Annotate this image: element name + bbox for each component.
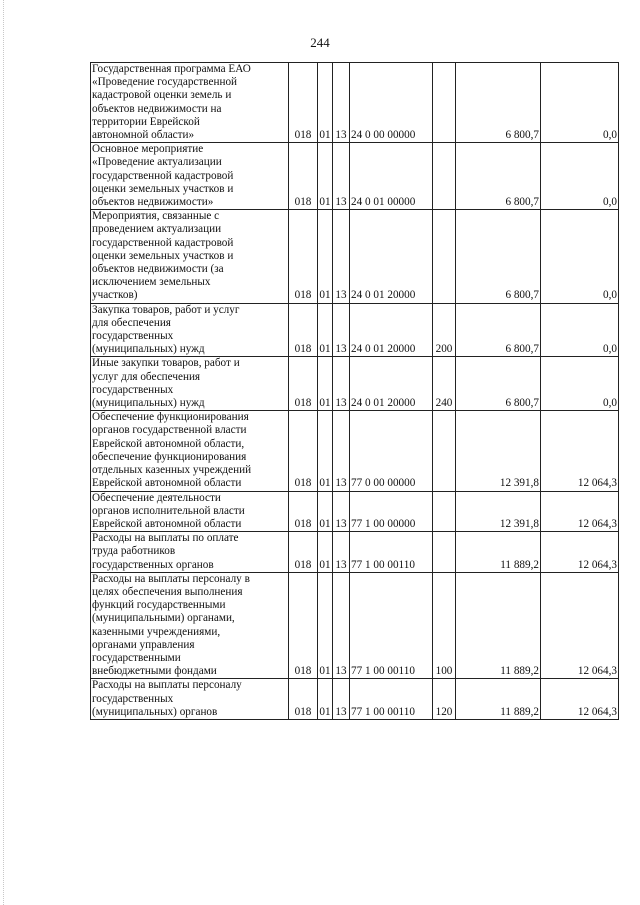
subsection-code-cell: 13 bbox=[333, 143, 350, 210]
section-code-cell: 01 bbox=[318, 303, 333, 357]
ministry-code-cell: 018 bbox=[289, 411, 318, 491]
target-article-cell: 77 1 00 00110 bbox=[350, 679, 433, 720]
table-row bbox=[91, 491, 619, 532]
ministry-code-cell: 018 bbox=[289, 679, 318, 720]
amount-year2-cell: 12 064,3 bbox=[541, 572, 619, 679]
expense-type-cell bbox=[433, 411, 456, 491]
row-name-cell: Закупка товаров, работ и услуг для обеспечения государственных (муниципальных) нужд bbox=[91, 303, 289, 357]
amount-year2-cell: 0,0 bbox=[541, 143, 619, 210]
row-name-cell: Иные закупки товаров, работ и услуг для обеспечения государственных (муниципальных) нужд bbox=[91, 357, 289, 411]
expense-type-cell bbox=[433, 210, 456, 303]
row-name-cell: Государственная программа ЕАО «Проведение государственной кадастровой оценки земель и объектов недвижимости на территории Еврейской автономной области» bbox=[91, 63, 289, 143]
expense-type-cell bbox=[433, 532, 456, 573]
table-row bbox=[91, 679, 619, 720]
row-name-cell: Расходы на выплаты по оплате труда работников государственных органов bbox=[91, 532, 289, 573]
amount-year1-cell: 6 800,7 bbox=[456, 143, 541, 210]
amount-year1-cell: 6 800,7 bbox=[456, 210, 541, 303]
table-row bbox=[91, 357, 619, 411]
budget-table-body bbox=[91, 63, 619, 720]
page-number: 244 bbox=[310, 35, 330, 50]
subsection-code-cell: 13 bbox=[333, 303, 350, 357]
expense-type-cell bbox=[433, 143, 456, 210]
subsection-code-cell: 13 bbox=[333, 210, 350, 303]
amount-year2-cell: 12 064,3 bbox=[541, 491, 619, 532]
section-code-cell: 01 bbox=[318, 210, 333, 303]
section-code-cell: 01 bbox=[318, 572, 333, 679]
target-article-cell: 77 1 00 00110 bbox=[350, 532, 433, 573]
row-name-cell: Расходы на выплаты персоналу государственных (муниципальных) органов bbox=[91, 679, 289, 720]
subsection-code-cell: 13 bbox=[333, 491, 350, 532]
table-row bbox=[91, 411, 619, 491]
target-article-cell: 77 1 00 00000 bbox=[350, 491, 433, 532]
ministry-code-cell: 018 bbox=[289, 532, 318, 573]
amount-year1-cell: 12 391,8 bbox=[456, 491, 541, 532]
subsection-code-cell: 13 bbox=[333, 572, 350, 679]
ministry-code-cell: 018 bbox=[289, 572, 318, 679]
target-article-cell: 24 0 01 20000 bbox=[350, 303, 433, 357]
amount-year1-cell: 6 800,7 bbox=[456, 303, 541, 357]
section-code-cell: 01 bbox=[318, 491, 333, 532]
amount-year2-cell: 0,0 bbox=[541, 210, 619, 303]
table-row bbox=[91, 63, 619, 143]
amount-year2-cell: 0,0 bbox=[541, 357, 619, 411]
target-article-cell: 77 0 00 00000 bbox=[350, 411, 433, 491]
subsection-code-cell: 13 bbox=[333, 63, 350, 143]
subsection-code-cell: 13 bbox=[333, 532, 350, 573]
ministry-code-cell: 018 bbox=[289, 210, 318, 303]
ministry-code-cell: 018 bbox=[289, 357, 318, 411]
amount-year2-cell: 12 064,3 bbox=[541, 532, 619, 573]
section-code-cell: 01 bbox=[318, 411, 333, 491]
target-article-cell: 24 0 01 20000 bbox=[350, 357, 433, 411]
section-code-cell: 01 bbox=[318, 357, 333, 411]
row-name-cell: Обеспечение деятельности органов исполнительной власти Еврейской автономной области bbox=[91, 491, 289, 532]
row-name-cell: Расходы на выплаты персоналу в целях обеспечения выполнения функций государственными (муниципальными) органами, казенными учреждениями, органами управления государственными внебюджетными фондами bbox=[91, 572, 289, 679]
table-row bbox=[91, 572, 619, 679]
expense-type-cell: 120 bbox=[433, 679, 456, 720]
expense-type-cell bbox=[433, 491, 456, 532]
subsection-code-cell: 13 bbox=[333, 411, 350, 491]
section-code-cell: 01 bbox=[318, 532, 333, 573]
expense-type-cell: 100 bbox=[433, 572, 456, 679]
row-name-cell: Мероприятия, связанные с проведением актуализации государственной кадастровой оценки земельных участков и объектов недвижимости (за исключением земельных участков) bbox=[91, 210, 289, 303]
ministry-code-cell: 018 bbox=[289, 303, 318, 357]
expense-type-cell: 200 bbox=[433, 303, 456, 357]
budget-table bbox=[90, 62, 619, 720]
expense-type-cell bbox=[433, 63, 456, 143]
amount-year1-cell: 11 889,2 bbox=[456, 532, 541, 573]
amount-year1-cell: 6 800,7 bbox=[456, 357, 541, 411]
amount-year2-cell: 0,0 bbox=[541, 63, 619, 143]
expense-type-cell: 240 bbox=[433, 357, 456, 411]
section-code-cell: 01 bbox=[318, 143, 333, 210]
section-code-cell: 01 bbox=[318, 679, 333, 720]
amount-year1-cell: 6 800,7 bbox=[456, 63, 541, 143]
target-article-cell: 77 1 00 00110 bbox=[350, 572, 433, 679]
target-article-cell: 24 0 00 00000 bbox=[350, 63, 433, 143]
amount-year1-cell: 11 889,2 bbox=[456, 679, 541, 720]
scan-edge-marks bbox=[3, 0, 8, 905]
table-row bbox=[91, 143, 619, 210]
table-row bbox=[91, 532, 619, 573]
row-name-cell: Основное мероприятие «Проведение актуализации государственной кадастровой оценки земельных участков и объектов недвижимости» bbox=[91, 143, 289, 210]
row-name-cell: Обеспечение функционирования органов государственной власти Еврейской автономной области, обеспечение функционирования отдельных казенных учреждений Еврейской автономной области bbox=[91, 411, 289, 491]
table-row bbox=[91, 303, 619, 357]
ministry-code-cell: 018 bbox=[289, 143, 318, 210]
amount-year1-cell: 12 391,8 bbox=[456, 411, 541, 491]
amount-year1-cell: 11 889,2 bbox=[456, 572, 541, 679]
section-code-cell: 01 bbox=[318, 63, 333, 143]
subsection-code-cell: 13 bbox=[333, 679, 350, 720]
subsection-code-cell: 13 bbox=[333, 357, 350, 411]
ministry-code-cell: 018 bbox=[289, 63, 318, 143]
table-row bbox=[91, 210, 619, 303]
amount-year2-cell: 0,0 bbox=[541, 303, 619, 357]
amount-year2-cell: 12 064,3 bbox=[541, 679, 619, 720]
target-article-cell: 24 0 01 00000 bbox=[350, 143, 433, 210]
target-article-cell: 24 0 01 20000 bbox=[350, 210, 433, 303]
amount-year2-cell: 12 064,3 bbox=[541, 411, 619, 491]
ministry-code-cell: 018 bbox=[289, 491, 318, 532]
